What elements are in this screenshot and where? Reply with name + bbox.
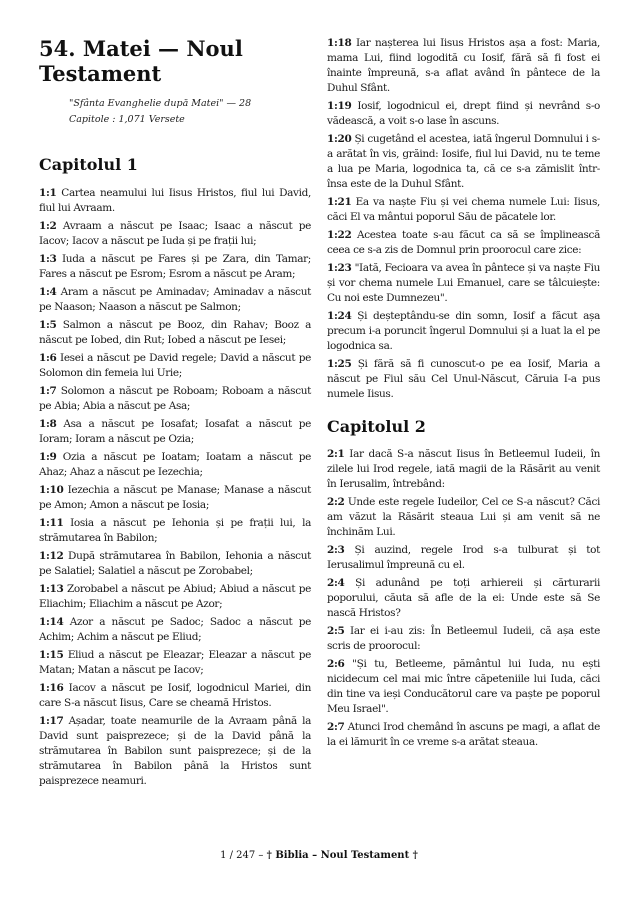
chapter-heading: Capitolul 2 <box>327 417 426 436</box>
verse-number: 1:24 <box>327 310 352 322</box>
page-footer <box>0 849 638 863</box>
verse-text: Așadar, toate neamurile de la Avraam până la David sunt paisprezece; și de la David până la strămutarea în Babilon sunt paisprezece; și de la strămutarea în Babilon până la Hristos sunt paisprezece neamuri. <box>39 715 311 787</box>
verse-number: 1:17 <box>39 715 64 727</box>
verse <box>39 318 311 348</box>
verse <box>39 582 311 612</box>
left-column <box>39 36 311 792</box>
verse-number: 2:1 <box>327 448 345 460</box>
verse-number: 1:14 <box>39 616 64 628</box>
verse <box>39 252 311 282</box>
verse-text: "Iată, Fecioara va avea în pântece și va naște Fiu și vor chema numele Lui Emanuel, care se tâlcuiește: Cu noi este Dumnezeu". <box>327 262 600 304</box>
verse-text: Atunci Irod chemând în ascuns pe magi, a aflat de la ei lămurit în ce vreme s-a arătat steaua. <box>327 721 600 748</box>
verse <box>327 447 600 492</box>
book-subtitle: "Sfânta Evanghelie după Matei" — 28 <box>69 98 252 109</box>
verse-text: Zorobabel a născut pe Abiud; Abiud a născut pe Eliachim; Eliachim a născut pe Azor; <box>39 583 311 610</box>
verse-number: 1:20 <box>327 133 352 145</box>
verse-list <box>327 36 600 402</box>
footer-title: † Biblia – Noul Testament † <box>266 850 418 861</box>
verse <box>39 285 311 315</box>
verse-text: Și fără să fi cunoscut-o pe ea Iosif, Maria a născut pe Fiul său Cel Unul-Născut, Căruia I-a pus numele Iisus. <box>327 358 600 400</box>
verse-text: După strămutarea în Babilon, Iehonia a născut pe Salatiel; Salatiel a născut pe Zorobabel; <box>39 550 311 577</box>
verse-text: Iosif, logodnicul ei, drept fiind și nevrând s-o vădească, a voit s-o lase în ascuns. <box>327 100 600 127</box>
verse <box>39 450 311 480</box>
verse-number: 1:7 <box>39 385 57 397</box>
verse <box>327 132 600 192</box>
verse-text: Acestea toate s-au făcut ca să se împlinească ceea ce s-a zis de Domnul prin proorocul care zice: <box>327 229 601 256</box>
verse-text: Și adunând pe toți arhiereii și cărturarii poporului, căuta să afle de la ei: Unde este să Se nască Hristos? <box>327 577 600 619</box>
verse-text: Eliud a născut pe Eleazar; Eleazar a născut pe Matan; Matan a născut pe Iacov; <box>39 649 311 676</box>
verse <box>39 648 311 678</box>
book-title: 54. Matei — Noul Testament <box>39 36 243 86</box>
verse <box>39 615 311 645</box>
verse-number: 1:9 <box>39 451 57 463</box>
verse <box>327 357 600 402</box>
right-column <box>327 36 600 753</box>
verse-text: "Și tu, Betleeme, pământul lui Iuda, nu ești nicidecum cel mai mic între căpeteniile lui Iuda, căci din tine va ieși Conducătorul care va paște pe poporul Meu Israel". <box>327 658 600 715</box>
verse-number: 1:25 <box>327 358 352 370</box>
verse-number: 2:3 <box>327 544 345 556</box>
chapter-heading: Capitolul 1 <box>39 155 138 174</box>
verse-text: Aram a născut pe Aminadav; Aminadav a născut pe Naason; Naason a născut pe Salmon; <box>39 286 311 313</box>
verse-number: 1:22 <box>327 229 352 241</box>
verse-number: 2:5 <box>327 625 345 637</box>
page-number: 1 / 247 – <box>220 850 264 861</box>
verse <box>327 495 600 540</box>
verse <box>327 309 600 354</box>
verse <box>39 351 311 381</box>
verse-list <box>39 186 311 789</box>
verse-text: Iuda a născut pe Fares și pe Zara, din Tamar; Fares a născut pe Esrom; Esrom a născut pe Aram; <box>39 253 311 280</box>
verse-text: Și cugetând el acestea, iată îngerul Domnului i s-a arătat în vis, grăind: Iosife, fiul lui David, nu te teme a lua pe Maria, logodnica ta, că ce s-a zămislit într-însa este de la Duhul Sfânt. <box>327 133 600 190</box>
verse-number: 1:1 <box>39 187 57 199</box>
verse-text: Iesei a născut pe David regele; David a născut pe Solomon din femeia lui Urie; <box>39 352 311 379</box>
verse-number: 1:2 <box>39 220 57 232</box>
verse-number: 1:23 <box>327 262 352 274</box>
verse <box>39 186 311 216</box>
verse <box>39 516 311 546</box>
verse-text: Iar ei i-au zis: În Betleemul Iudeii, că așa este scris de proorocul: <box>327 625 600 652</box>
verse <box>39 483 311 513</box>
verse-text: Și auzind, regele Irod s-a tulburat și tot Ierusalimul împreună cu el. <box>327 544 600 571</box>
verse-number: 1:15 <box>39 649 64 661</box>
verse-number: 1:19 <box>327 100 352 112</box>
verse-number: 1:21 <box>327 196 352 208</box>
verse <box>327 657 600 717</box>
verse-number: 1:11 <box>39 517 64 529</box>
verse-number: 1:18 <box>327 37 352 49</box>
verse-number: 2:6 <box>327 658 345 670</box>
verse-text: Iacov a născut pe Iosif, logodnicul Mariei, din care S-a născut Iisus, Care se cheamă Hristos. <box>39 682 311 709</box>
verse <box>39 714 311 789</box>
verse <box>39 681 311 711</box>
verse-text: Iar dacă S-a născut Iisus în Betleemul Iudeii, în zilele lui Irod regele, iată magii de la Răsărit au venit în Ierusalim, întrebând: <box>327 448 600 490</box>
verse <box>327 228 600 258</box>
verse-number: 2:2 <box>327 496 345 508</box>
verse-text: Iar nașterea lui Iisus Hristos așa a fost: Maria, mama Lui, fiind logodită cu Iosif, fără să fi fost ei înainte împreună, s-a aflat având în pântece de la Duhul Sfânt. <box>327 37 600 94</box>
verse-text: Asa a născut pe Iosafat; Iosafat a născut pe Ioram; Ioram a născut pe Ozia; <box>39 418 311 445</box>
verse <box>39 417 311 447</box>
verse-text: Solomon a născut pe Roboam; Roboam a născut pe Abia; Abia a născut pe Asa; <box>39 385 312 412</box>
verse-number: 1:16 <box>39 682 64 694</box>
verse-text: Cartea neamului lui Iisus Hristos, fiul lui David, fiul lui Avraam. <box>39 187 311 214</box>
verse <box>39 219 311 249</box>
verse <box>327 261 600 306</box>
verse <box>327 720 600 750</box>
verse-text: Unde este regele Iudeilor, Cel ce S-a născut? Căci am văzut la Răsărit steaua Lui și am venit să ne închinăm Lui. <box>327 496 600 538</box>
verse-number: 1:8 <box>39 418 57 430</box>
verse-number: 1:13 <box>39 583 64 595</box>
book-chapter-count: Capitole : 1,071 Versete <box>69 114 185 125</box>
verse-text: Iezechia a născut pe Manase; Manase a născut pe Amon; Amon a născut pe Iosia; <box>39 484 311 511</box>
verse-list <box>327 447 600 750</box>
verse <box>327 624 600 654</box>
verse <box>327 36 600 96</box>
verse-number: 1:5 <box>39 319 57 331</box>
verse-text: Azor a născut pe Sadoc; Sadoc a născut pe Achim; Achim a născut pe Eliud; <box>39 616 311 643</box>
verse-number: 1:10 <box>39 484 64 496</box>
verse-number: 1:3 <box>39 253 57 265</box>
verse-text: Avraam a născut pe Isaac; Isaac a născut pe Iacov; Iacov a născut pe Iuda și pe frații lui; <box>39 220 311 247</box>
verse-number: 1:12 <box>39 550 64 562</box>
verse-text: Salmon a născut pe Booz, din Rahav; Booz a născut pe Iobed, din Rut; Iobed a născut pe Iesei; <box>39 319 311 346</box>
verse <box>327 576 600 621</box>
verse <box>39 384 311 414</box>
verse-number: 1:6 <box>39 352 57 364</box>
verse <box>327 543 600 573</box>
verse-number: 1:4 <box>39 286 57 298</box>
verse-number: 2:4 <box>327 577 345 589</box>
verse <box>327 99 600 129</box>
verse-text: Ea va naște Fiu și vei chema numele Lui: Iisus, căci El va mântui poporul Său de păcatele lor. <box>327 196 600 223</box>
verse-text: Și deșteptându-se din somn, Iosif a făcut așa precum i-a poruncit îngerul Domnului și a luat la el pe logodnica sa. <box>327 310 600 352</box>
verse <box>327 195 600 225</box>
verse-number: 2:7 <box>327 721 345 733</box>
verse <box>39 549 311 579</box>
verse-text: Iosia a născut pe Iehonia și pe frații lui, la strămutarea în Babilon; <box>39 517 311 544</box>
verse-text: Ozia a născut pe Ioatam; Ioatam a născut pe Ahaz; Ahaz a născut pe Iezechia; <box>39 451 311 478</box>
